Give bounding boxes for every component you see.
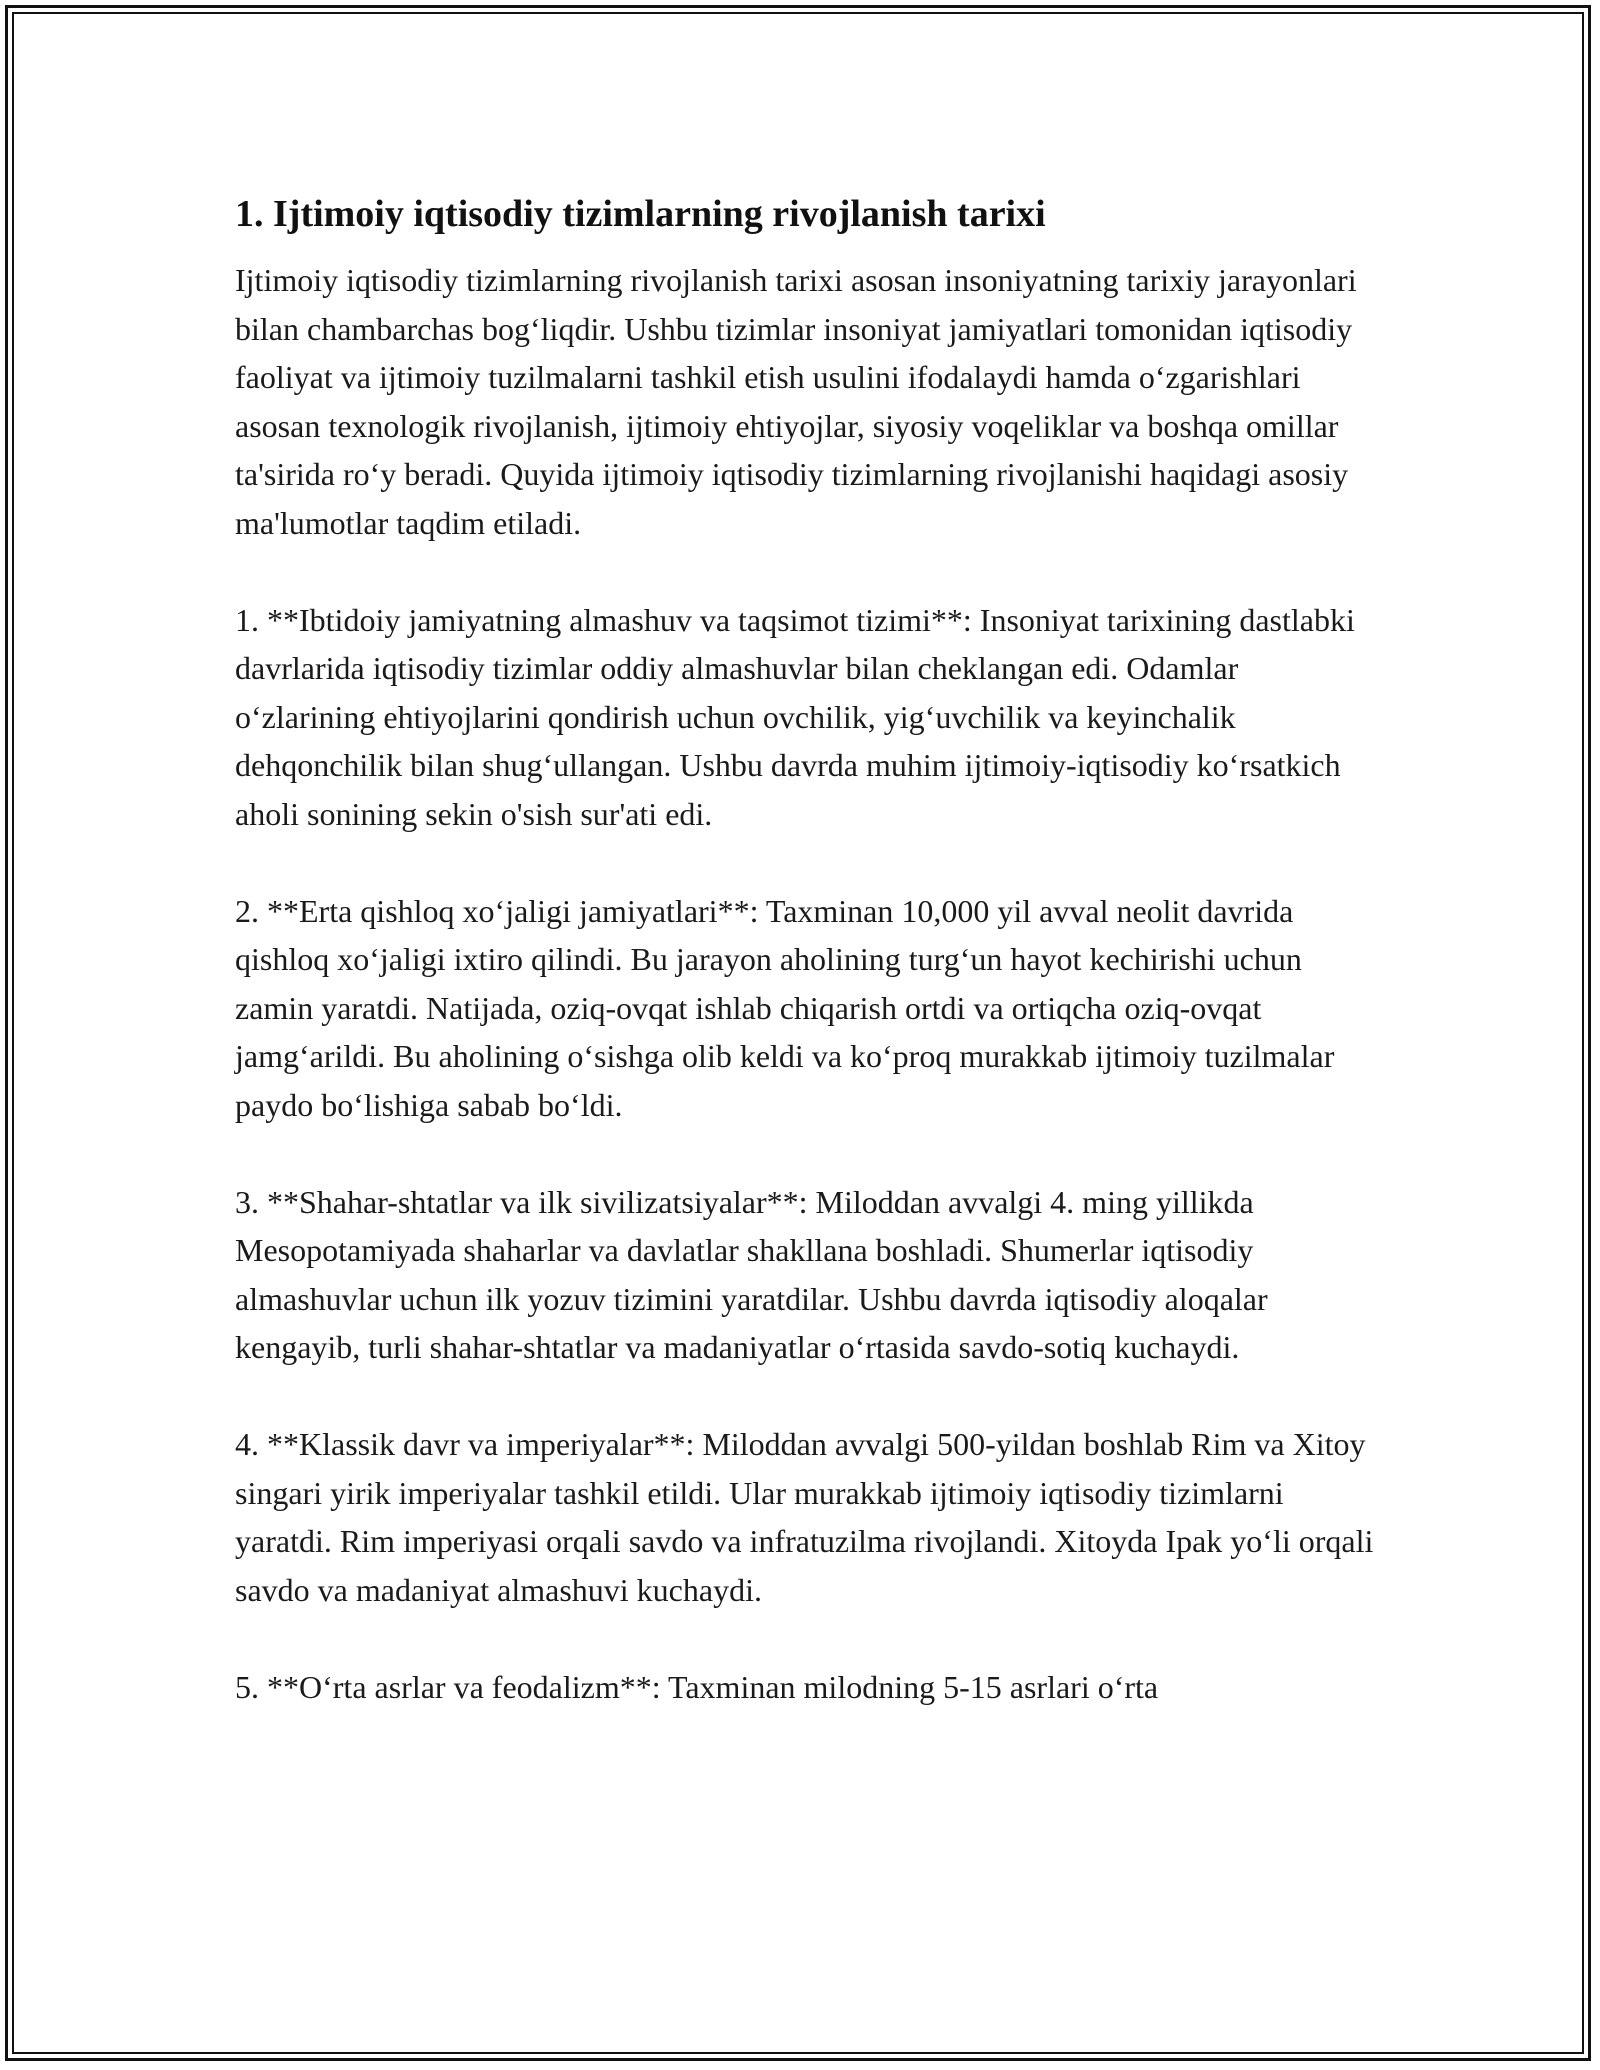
paragraph-intro: Ijtimoiy iqtisodiy tizimlarning rivojlanish tarixi asosan insoniyatning tarixiy jarayonlari bilan chambarchas bogʻliqdir. Ushbu tizimlar insoniyat jamiyatlari tomonidan iqtisodiy faoliyat va ijtimoiy tuzilmalarni tashkil etish usulini ifodalaydi hamda oʻzgarishlari asosan texnologik rivojlanish, ijtimoiy ehtiyojlar, siyosiy voqeliklar va boshqa omillar ta'sirida roʻy beradi. Quyida ijtimoiy iqtisodiy tizimlarning rivojlanishi haqidagi asosiy ma'lumotlar taqdim etiladi. [235, 262, 1357, 541]
paragraph-item-3: 3. **Shahar-shtatlar va ilk sivilizatsiyalar**: Miloddan avvalgi 4. ming yillikda Mesopotamiyada shaharlar va davlatlar shakllana boshladi. Shumerlar iqtisodiy almashuvlar uchun ilk yozuv tizimini yaratdilar. Ushbu davrda iqtisodiy aloqalar kengayib, turli shahar-shtatlar va madaniyatlar oʻrtasida savdo-sotiq kuchaydi. [235, 1183, 1268, 1365]
paragraph-item-4: 4. **Klassik davr va imperiyalar**: Miloddan avvalgi 500-yildan boshlab Rim va Xitoy singari yirik imperiyalar tashkil etildi. Ular murakkab ijtimoiy iqtisodiy tizimlarni yaratdi. Rim imperiyasi orqali savdo va infratuzilma rivojlandi. Xitoyda Ipak yoʻli orqali savdo va madaniyat almashuvi kuchaydi. [235, 1426, 1374, 1608]
paragraph-item-1: 1. **Ibtidoiy jamiyatning almashuv va taqsimot tizimi**: Insoniyat tarixining dastlabki davrlarida iqtisodiy tizimlar oddiy almashuvlar bilan cheklangan edi. Odamlar oʻzlarining ehtiyojlarini qondirish uchun ovchilik, yigʻuvchilik va keyinchalik dehqonchilik bilan shugʻullangan. Ushbu davrda muhim ijtimoiy-iqtisodiy koʻrsatkich aholi sonining sekin o'sish sur'ati edi. [235, 601, 1355, 832]
document-title: 1. Ijtimoiy iqtisodiy tizimlarning rivojlanish tarixi [235, 193, 1046, 235]
paragraph-item-2: 2. **Erta qishloq xoʻjaligi jamiyatlari**: Taxminan 10,000 yil avval neolit davrida qishloq xoʻjaligi ixtiro qilindi. Bu jarayon aholining turgʻun hayot kechirishi uchun zamin yaratdi. Natijada, oziq-ovqat ishlab chiqarish ortdi va ortiqcha oziq-ovqat jamgʻarildi. Bu aholining oʻsishga olib keldi va koʻproq murakkab ijtimoiy tuzilmalar paydo boʻlishiga sabab boʻldi. [235, 892, 1335, 1123]
document-body [235, 190, 1375, 1760]
paragraph-item-5: 5. **Oʻrta asrlar va feodalizm**: Taxminan milodning 5-15 asrlari oʻrta [235, 1668, 1159, 1705]
